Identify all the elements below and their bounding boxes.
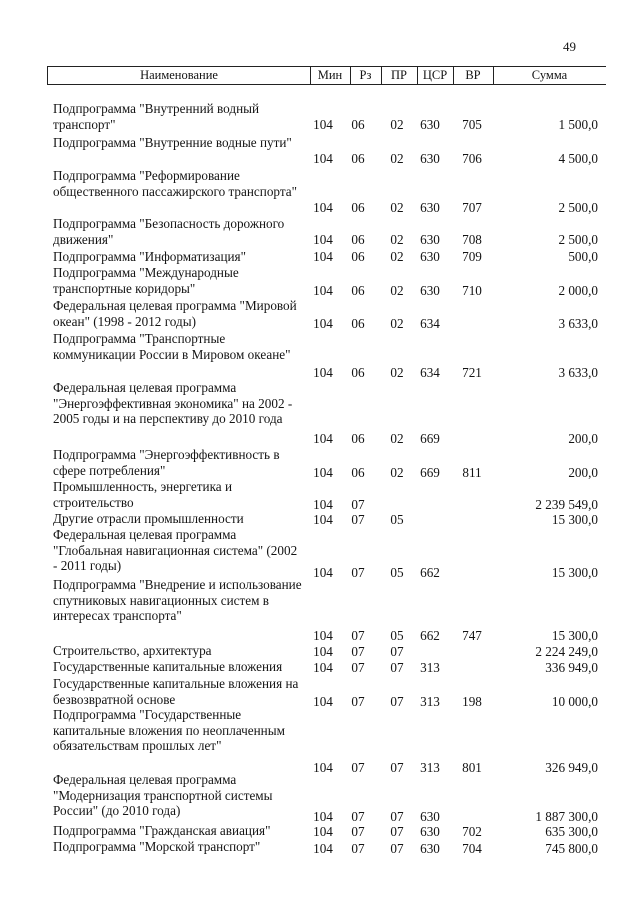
row-csr: 662 (420, 564, 440, 580)
row-min: 104 (313, 511, 333, 527)
row-pr: 02 (390, 231, 404, 247)
row-min: 104 (313, 116, 333, 132)
row-vr: 708 (462, 231, 482, 247)
row-pr: 07 (390, 659, 404, 675)
row-name: Подпрограмма "Безопасность дорожного движения" (53, 216, 285, 247)
row-name: Подпрограмма "Государственные капитальные вложения по неоплаченным обязательствам прошлых лет" (53, 707, 285, 753)
row-sum: 1 500,0 (558, 116, 598, 132)
table-row (0, 643, 640, 659)
row-rz: 07 (351, 564, 365, 580)
row-rz: 07 (351, 627, 365, 643)
row-name: Федеральная целевая программа "Глобальная навигационная система" (2002 - 2011 годы) (53, 527, 298, 573)
row-pr: 07 (390, 808, 404, 824)
row-vr: 707 (462, 199, 482, 215)
row-min: 104 (313, 659, 333, 675)
row-rz: 07 (351, 840, 365, 856)
row-min: 104 (313, 808, 333, 824)
row-csr: 634 (420, 364, 440, 380)
row-min: 104 (313, 627, 333, 643)
row-pr: 02 (390, 464, 404, 480)
table-row (0, 772, 640, 824)
table-header (47, 66, 606, 85)
row-rz: 07 (351, 496, 365, 512)
table-row (0, 298, 640, 331)
row-sum: 500,0 (568, 248, 598, 264)
row-rz: 06 (351, 364, 365, 380)
row-csr: 630 (420, 840, 440, 856)
row-vr: 710 (462, 282, 482, 298)
row-name: Строительство, архитектура (53, 643, 212, 658)
row-min: 104 (313, 430, 333, 446)
row-vr: 704 (462, 840, 482, 856)
row-csr: 634 (420, 315, 440, 331)
row-csr: 669 (420, 464, 440, 480)
row-rz: 07 (351, 759, 365, 775)
table-row (0, 511, 640, 527)
row-name: Промышленность, энергетика и строительство (53, 479, 233, 510)
row-min: 104 (313, 231, 333, 247)
row-pr: 02 (390, 364, 404, 380)
row-min: 104 (313, 840, 333, 856)
row-min: 104 (313, 248, 333, 264)
row-csr: 313 (420, 693, 440, 709)
row-name: Федеральная целевая программа "Энергоэффективная экономика" на 2002 - 2005 годы и на перспективу до 2010 года (53, 380, 293, 426)
row-csr: 630 (420, 248, 440, 264)
row-rz: 06 (351, 282, 365, 298)
page-number: 49 (563, 39, 576, 54)
row-rz: 06 (351, 116, 365, 132)
table-row (0, 249, 640, 264)
row-rz: 06 (351, 150, 365, 166)
row-vr: 747 (462, 627, 482, 643)
row-pr: 02 (390, 150, 404, 166)
row-rz: 07 (351, 643, 365, 659)
row-sum: 336 949,0 (545, 659, 598, 675)
row-pr: 02 (390, 282, 404, 298)
table-row (0, 479, 640, 512)
row-sum: 200,0 (568, 430, 598, 446)
row-name: Федеральная целевая программа "Мировой океан" (1998 - 2012 годы) (53, 298, 297, 329)
header-vr: ВР (453, 67, 494, 84)
row-csr: 630 (420, 199, 440, 215)
row-rz: 06 (351, 315, 365, 331)
row-csr: 630 (420, 116, 440, 132)
row-pr: 02 (390, 116, 404, 132)
row-pr: 07 (390, 823, 404, 839)
row-csr: 630 (420, 823, 440, 839)
row-sum: 2 500,0 (558, 231, 598, 247)
header-min: Мин (310, 67, 351, 84)
table-row (0, 676, 640, 709)
row-name: Другие отрасли промышленности (53, 511, 244, 526)
row-sum: 3 633,0 (558, 364, 598, 380)
row-pr: 02 (390, 430, 404, 446)
row-name: Подпрограмма "Международные транспортные коридоры" (53, 265, 239, 296)
row-sum: 635 300,0 (545, 823, 598, 839)
row-rz: 07 (351, 823, 365, 839)
row-sum: 15 300,0 (551, 564, 598, 580)
table-row (0, 168, 640, 215)
row-min: 104 (313, 693, 333, 709)
row-pr: 07 (390, 840, 404, 856)
row-rz: 07 (351, 511, 365, 527)
row-min: 104 (313, 643, 333, 659)
row-min: 104 (313, 315, 333, 331)
row-pr: 05 (390, 627, 404, 643)
table-row (0, 823, 640, 839)
row-rz: 07 (351, 693, 365, 709)
header-rz: Рз (350, 67, 382, 84)
row-csr: 630 (420, 808, 440, 824)
row-vr: 198 (462, 693, 482, 709)
row-csr: 630 (420, 150, 440, 166)
table-row (0, 527, 640, 580)
row-sum: 10 000,0 (551, 693, 598, 709)
row-rz: 06 (351, 248, 365, 264)
row-name: Подпрограмма "Морской транспорт" (53, 839, 261, 854)
row-rz: 07 (351, 808, 365, 824)
row-name: Подпрограмма "Гражданская авиация" (53, 823, 271, 838)
table-row (0, 331, 640, 380)
table-row (0, 216, 640, 247)
table-row (0, 101, 640, 132)
row-name: Подпрограмма "Информатизация" (53, 249, 247, 264)
row-vr: 702 (462, 823, 482, 839)
row-min: 104 (313, 496, 333, 512)
row-vr: 721 (462, 364, 482, 380)
row-sum: 2 224 249,0 (535, 643, 598, 659)
row-sum: 2 500,0 (558, 199, 598, 215)
row-csr: 630 (420, 282, 440, 298)
row-rz: 07 (351, 659, 365, 675)
row-pr: 07 (390, 759, 404, 775)
row-pr: 02 (390, 248, 404, 264)
row-vr: 705 (462, 116, 482, 132)
row-sum: 1 887 300,0 (535, 808, 598, 824)
header-name: Наименование (48, 67, 311, 84)
row-min: 104 (313, 199, 333, 215)
row-pr: 05 (390, 511, 404, 527)
row-min: 104 (313, 464, 333, 480)
table-row (0, 447, 640, 480)
row-name: Подпрограмма "Внедрение и использование спутниковых навигационных систем в интересах транспорта" (53, 577, 302, 623)
row-sum: 2 000,0 (558, 282, 598, 298)
row-pr: 05 (390, 564, 404, 580)
row-pr: 02 (390, 199, 404, 215)
row-min: 104 (313, 364, 333, 380)
row-min: 104 (313, 150, 333, 166)
table-row (0, 659, 640, 675)
table-row (0, 380, 640, 446)
row-csr: 669 (420, 430, 440, 446)
row-name: Федеральная целевая программа "Модернизация транспортной системы России" (до 2010 года) (53, 772, 273, 818)
row-sum: 200,0 (568, 464, 598, 480)
row-sum: 4 500,0 (558, 150, 598, 166)
row-min: 104 (313, 759, 333, 775)
row-csr: 313 (420, 659, 440, 675)
header-csr: ЦСР (417, 67, 454, 84)
row-min: 104 (313, 282, 333, 298)
row-name: Подпрограмма "Транспортные коммуникации России в Мировом океане" (53, 331, 291, 362)
row-vr: 706 (462, 150, 482, 166)
row-name: Государственные капитальные вложения на безвозвратной основе (53, 676, 299, 707)
table-row (0, 577, 640, 643)
row-pr: 07 (390, 693, 404, 709)
row-sum: 326 949,0 (545, 759, 598, 775)
row-pr: 07 (390, 643, 404, 659)
row-pr: 02 (390, 315, 404, 331)
row-rz: 06 (351, 430, 365, 446)
row-sum: 15 300,0 (551, 627, 598, 643)
table-row (0, 135, 640, 166)
row-min: 104 (313, 823, 333, 839)
row-min: 104 (313, 564, 333, 580)
row-name: Подпрограмма "Внутренние водные пути" (53, 135, 292, 150)
header-pr: ПР (381, 67, 418, 84)
row-name: Подпрограмма "Реформирование общественного пассажирского транспорта" (53, 168, 298, 199)
table-row (0, 839, 640, 856)
row-name: Подпрограмма "Внутренний водный транспорт" (53, 101, 260, 132)
table-row (0, 707, 640, 775)
row-sum: 15 300,0 (551, 511, 598, 527)
row-csr: 630 (420, 231, 440, 247)
row-csr: 313 (420, 759, 440, 775)
row-rz: 06 (351, 199, 365, 215)
row-vr: 811 (462, 464, 482, 480)
row-name: Подпрограмма "Энергоэффективность в сфере потребления" (53, 447, 280, 478)
row-sum: 745 800,0 (545, 840, 598, 856)
row-vr: 709 (462, 248, 482, 264)
header-sum: Сумма (531, 68, 568, 82)
row-csr: 662 (420, 627, 440, 643)
row-rz: 06 (351, 231, 365, 247)
row-name: Государственные капитальные вложения (53, 659, 283, 674)
row-sum: 2 239 549,0 (535, 496, 598, 512)
row-rz: 06 (351, 464, 365, 480)
row-sum: 3 633,0 (558, 315, 598, 331)
table-row (0, 265, 640, 298)
row-vr: 801 (462, 759, 482, 775)
